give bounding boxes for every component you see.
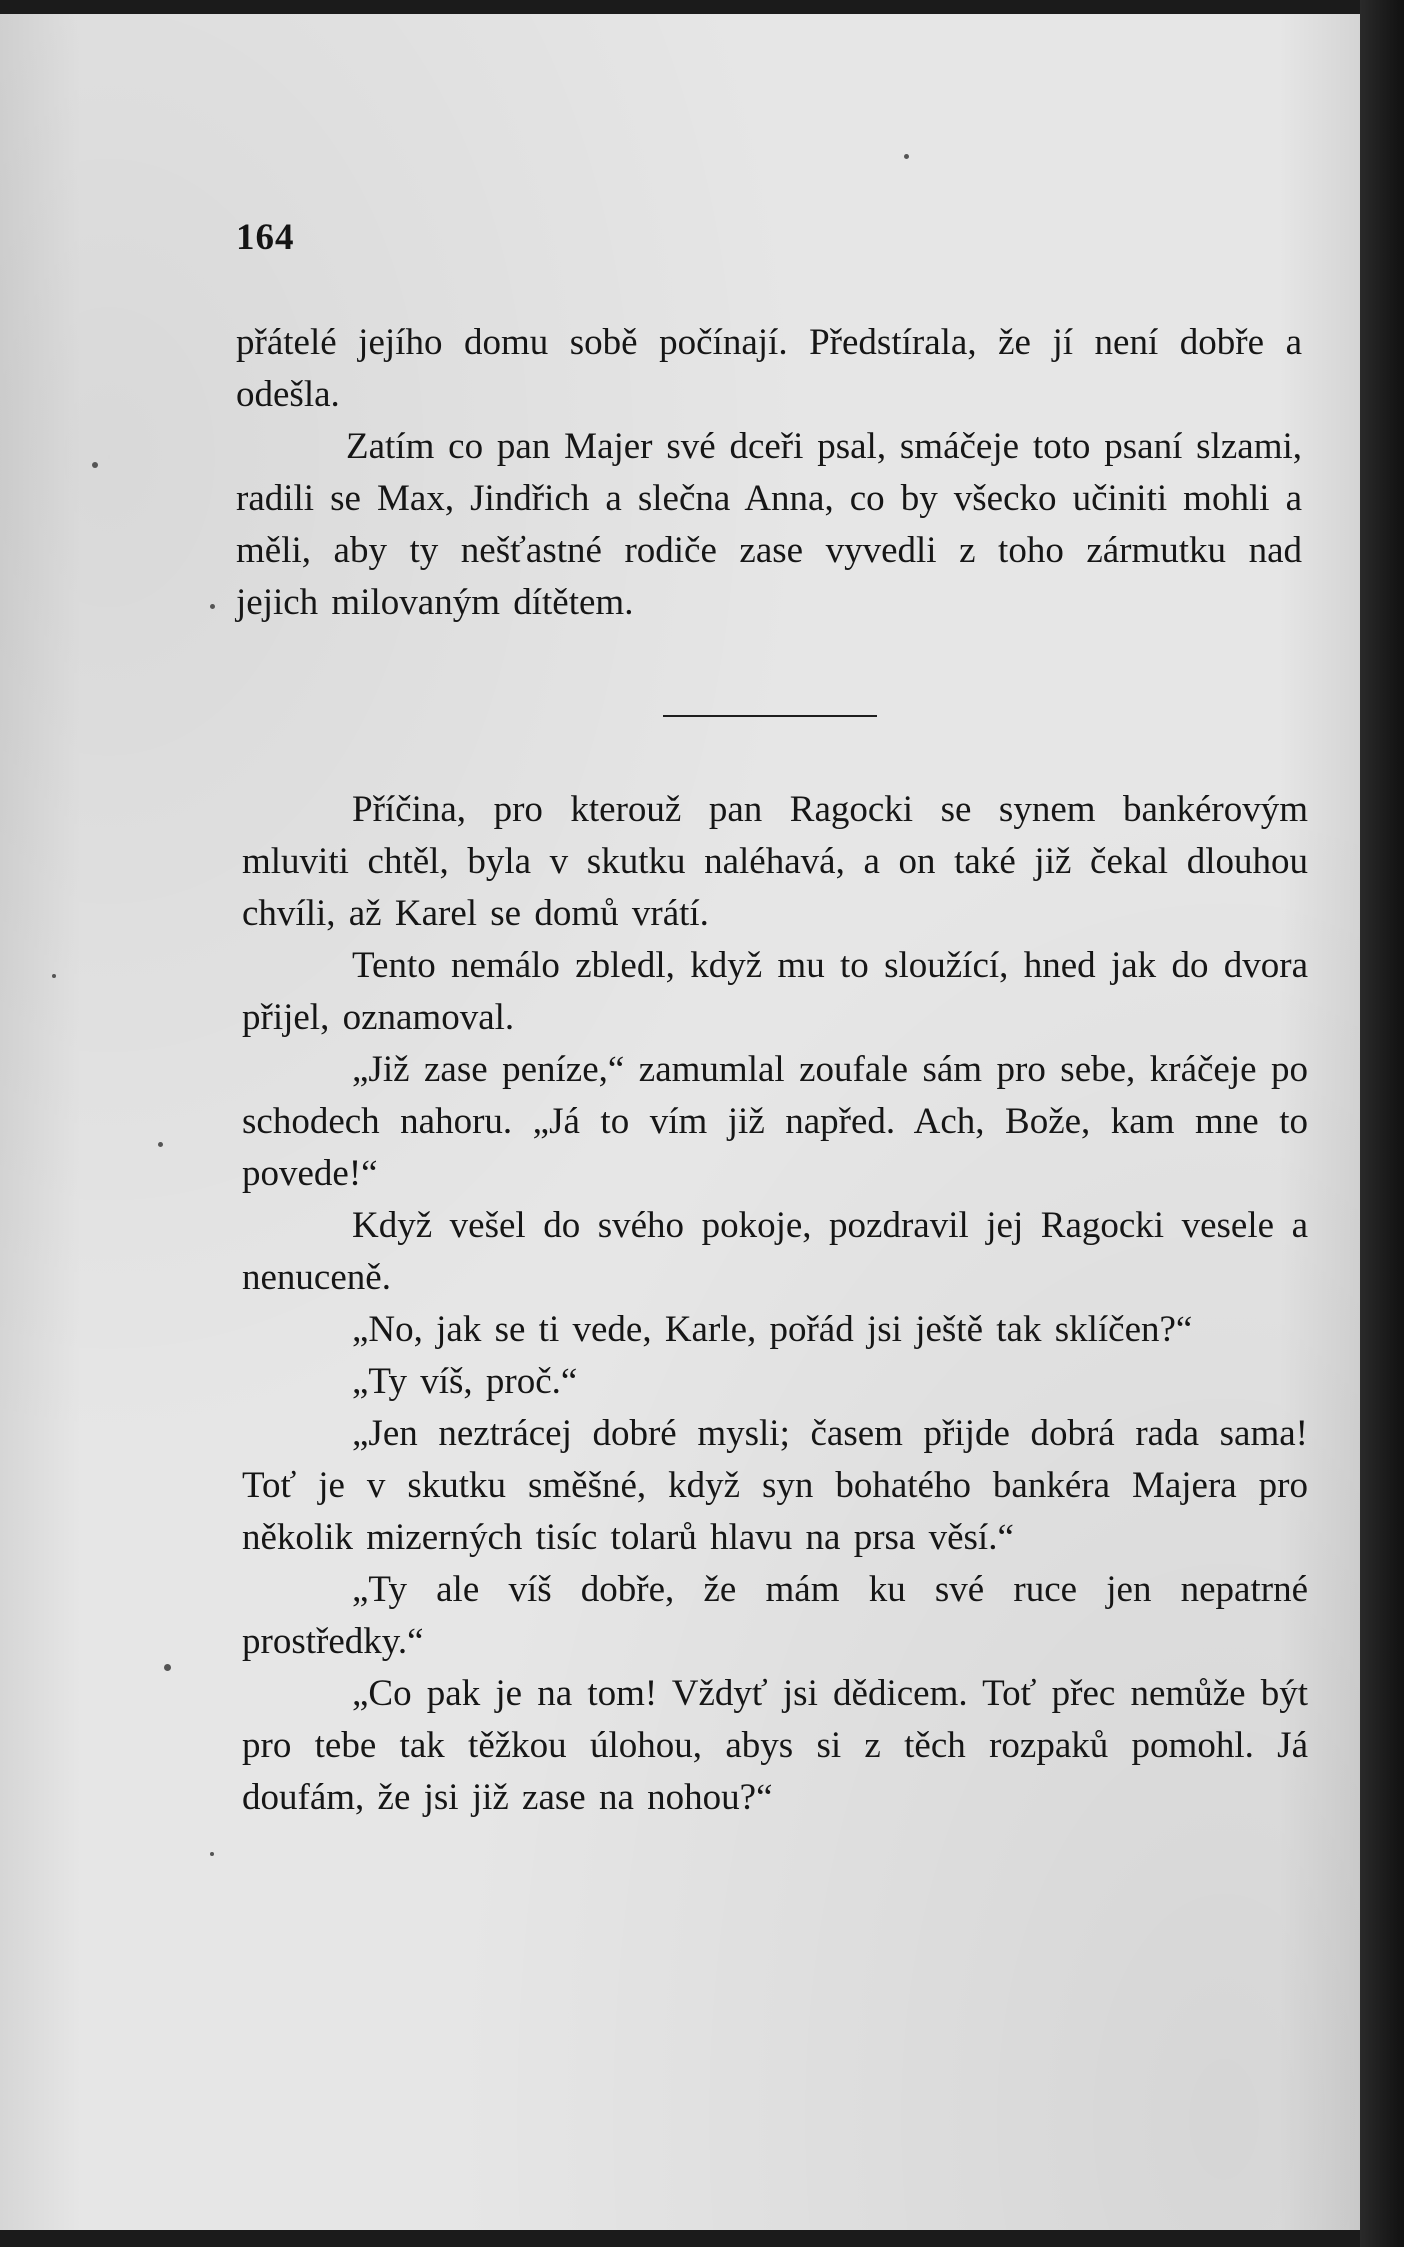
paragraph: „Již zase peníze,“ zamumlal zoufale sám pro sebe, kráčeje po schodech nahoru. „Já to vím již napřed. Ach, Bože, kam mne to povede!“ — [242, 1049, 1308, 1194]
paragraph: „No, jak se ti vede, Karle, pořád jsi ještě tak sklíčen?“ — [352, 1309, 1193, 1350]
paragraph: Příčina, pro kterouž pan Ragocki se synem bankérovým mluviti chtěl, byla v skutku naléhavá, a on také již čekal dlouhou chvíli, až Karel se domů vrátí. — [242, 789, 1308, 934]
page-number: 164 — [236, 217, 295, 258]
book-page — [0, 14, 1360, 2230]
paper-speck — [904, 154, 909, 159]
paper-speck — [158, 1142, 163, 1147]
paper-speck — [210, 1852, 214, 1856]
paper-speck — [92, 462, 98, 468]
paper-speck — [164, 1664, 171, 1671]
text-section-1 — [236, 317, 1302, 629]
paragraph: „Ty ale víš dobře, že mám ku své ruce jen nepatrné prostředky.“ — [242, 1569, 1308, 1662]
paragraph: Tento nemálo zbledl, když mu to sloužící, hned jak do dvora přijel, oznamoval. — [242, 945, 1308, 1038]
paper-speck — [210, 604, 215, 609]
section-separator — [663, 715, 877, 717]
paragraph: Zatím co pan Majer své dceři psal, smáčeje toto psaní slzami, radili se Max, Jindřich a slečna Anna, co by všecko učiniti mohli a měli, aby ty nešťastné rodiče zase vyvedli z toho zármutku nad jejich milovaným dítětem. — [236, 426, 1302, 623]
paragraph: přátelé jejího domu sobě počínají. Předstírala, že jí není dobře a odešla. — [236, 322, 1302, 415]
page-edge-shadow — [1360, 0, 1404, 2247]
paper-speck — [52, 974, 56, 978]
paragraph: Když vešel do svého pokoje, pozdravil jej Ragocki vesele a nenuceně. — [242, 1205, 1308, 1298]
paragraph: „Co pak je na tom! Vždyť jsi dědicem. Toť přec nemůže být pro tebe tak těžkou úlohou, abys si z těch rozpaků pomohl. Já doufám, že jsi již zase na nohou?“ — [242, 1673, 1308, 1818]
paragraph: „Ty víš, proč.“ — [352, 1361, 578, 1402]
text-section-2 — [242, 784, 1308, 1824]
paragraph: „Jen neztrácej dobré mysli; časem přijde dobrá rada sama! Toť je v skutku směšné, když syn bohatého bankéra Majera pro několik mizerných tisíc tolarů hlavu na prsa věsí.“ — [242, 1413, 1308, 1558]
